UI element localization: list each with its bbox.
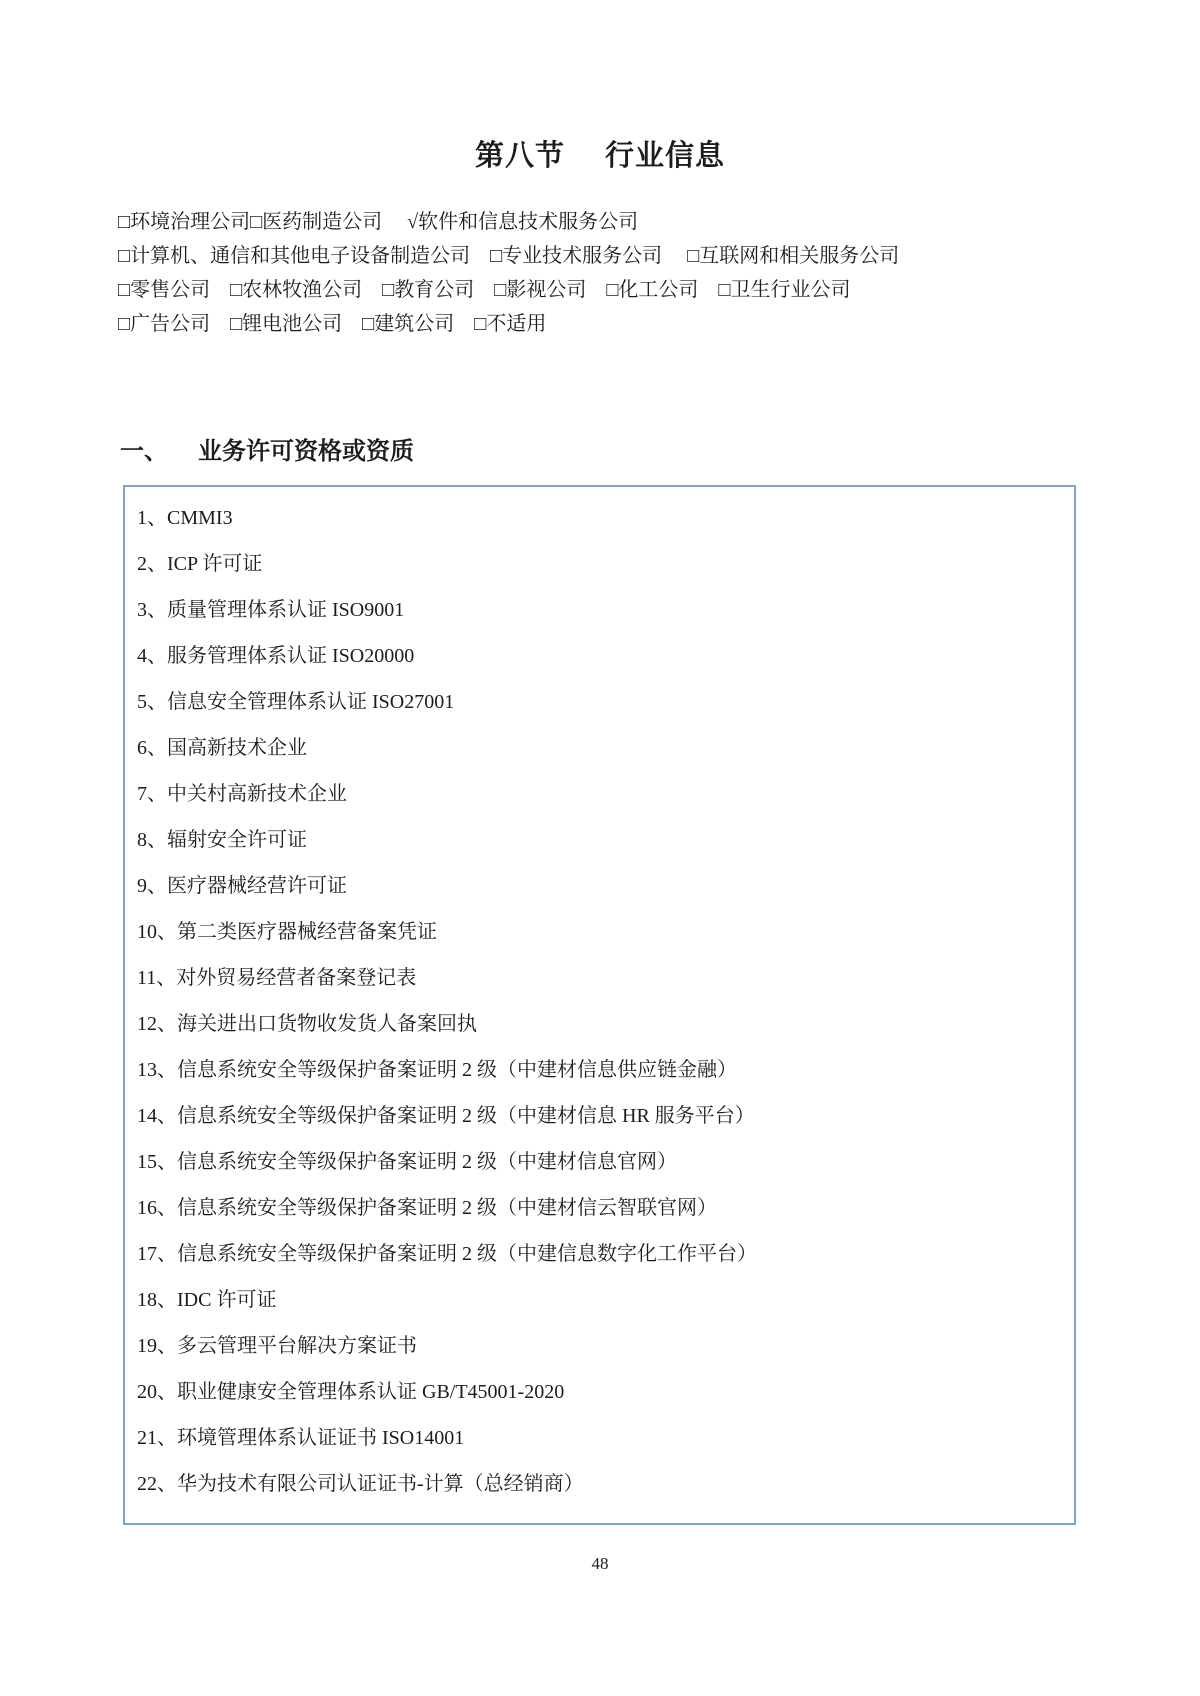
qualification-item: 12、海关进出口货物收发货人备案回执 xyxy=(137,1013,477,1035)
qualification-item: 5、信息安全管理体系认证 ISO27001 xyxy=(137,691,455,713)
industry-option-line: □广告公司 □锂电池公司 □建筑公司 □不适用 xyxy=(118,313,547,335)
heading-text: 业务许可资格或资质 xyxy=(198,438,414,465)
qualification-item: 3、质量管理体系认证 ISO9001 xyxy=(137,599,405,621)
qualification-item: 19、多云管理平台解决方案证书 xyxy=(137,1335,417,1357)
qualification-item: 15、信息系统安全等级保护备案证明 2 级（中建材信息官网） xyxy=(137,1151,677,1173)
section-number: 第八节 xyxy=(474,140,565,172)
qualifications-heading xyxy=(120,437,1200,467)
qualification-item: 22、华为技术有限公司认证证书-计算（总经销商） xyxy=(137,1473,584,1495)
qualification-item: 17、信息系统安全等级保护备案证明 2 级（中建信息数字化工作平台） xyxy=(137,1243,757,1265)
page-title xyxy=(0,0,1200,174)
industry-option-line: □环境治理公司□医药制造公司 √软件和信息技术服务公司 xyxy=(118,211,639,233)
section-title-text: 行业信息 xyxy=(605,140,726,172)
page-number: 48 xyxy=(591,1554,609,1573)
qualification-item: 14、信息系统安全等级保护备案证明 2 级（中建材信息 HR 服务平台） xyxy=(137,1105,755,1127)
qualification-item: 7、中关村高新技术企业 xyxy=(137,783,347,805)
qualification-item: 9、医疗器械经营许可证 xyxy=(137,875,347,897)
industry-options-block xyxy=(118,205,1200,341)
heading-number: 一、 xyxy=(120,438,168,465)
qualification-item: 10、第二类医疗器械经营备案凭证 xyxy=(137,921,437,943)
qualification-item: 13、信息系统安全等级保护备案证明 2 级（中建材信息供应链金融） xyxy=(137,1059,737,1081)
qualification-item: 20、职业健康安全管理体系认证 GB/T45001-2020 xyxy=(137,1381,565,1403)
qualification-list-box xyxy=(123,485,1076,1525)
industry-option-line: □计算机、通信和其他电子设备制造公司 □专业技术服务公司 □互联网和相关服务公司 xyxy=(118,245,900,267)
qualification-item: 2、ICP 许可证 xyxy=(137,553,263,575)
qualification-item: 18、IDC 许可证 xyxy=(137,1289,277,1311)
qualification-item: 1、CMMI3 xyxy=(137,507,233,529)
qualification-item: 8、辐射安全许可证 xyxy=(137,829,307,851)
industry-option-line: □零售公司 □农林牧渔公司 □教育公司 □影视公司 □化工公司 □卫生行业公司 xyxy=(118,279,851,301)
qualification-item: 6、国高新技术企业 xyxy=(137,737,307,759)
qualification-item: 21、环境管理体系认证证书 ISO14001 xyxy=(137,1427,465,1449)
qualification-item: 16、信息系统安全等级保护备案证明 2 级（中建材信云智联官网） xyxy=(137,1197,717,1219)
qualification-item: 4、服务管理体系认证 ISO20000 xyxy=(137,645,415,667)
qualification-item: 11、对外贸易经营者备案登记表 xyxy=(137,967,417,989)
